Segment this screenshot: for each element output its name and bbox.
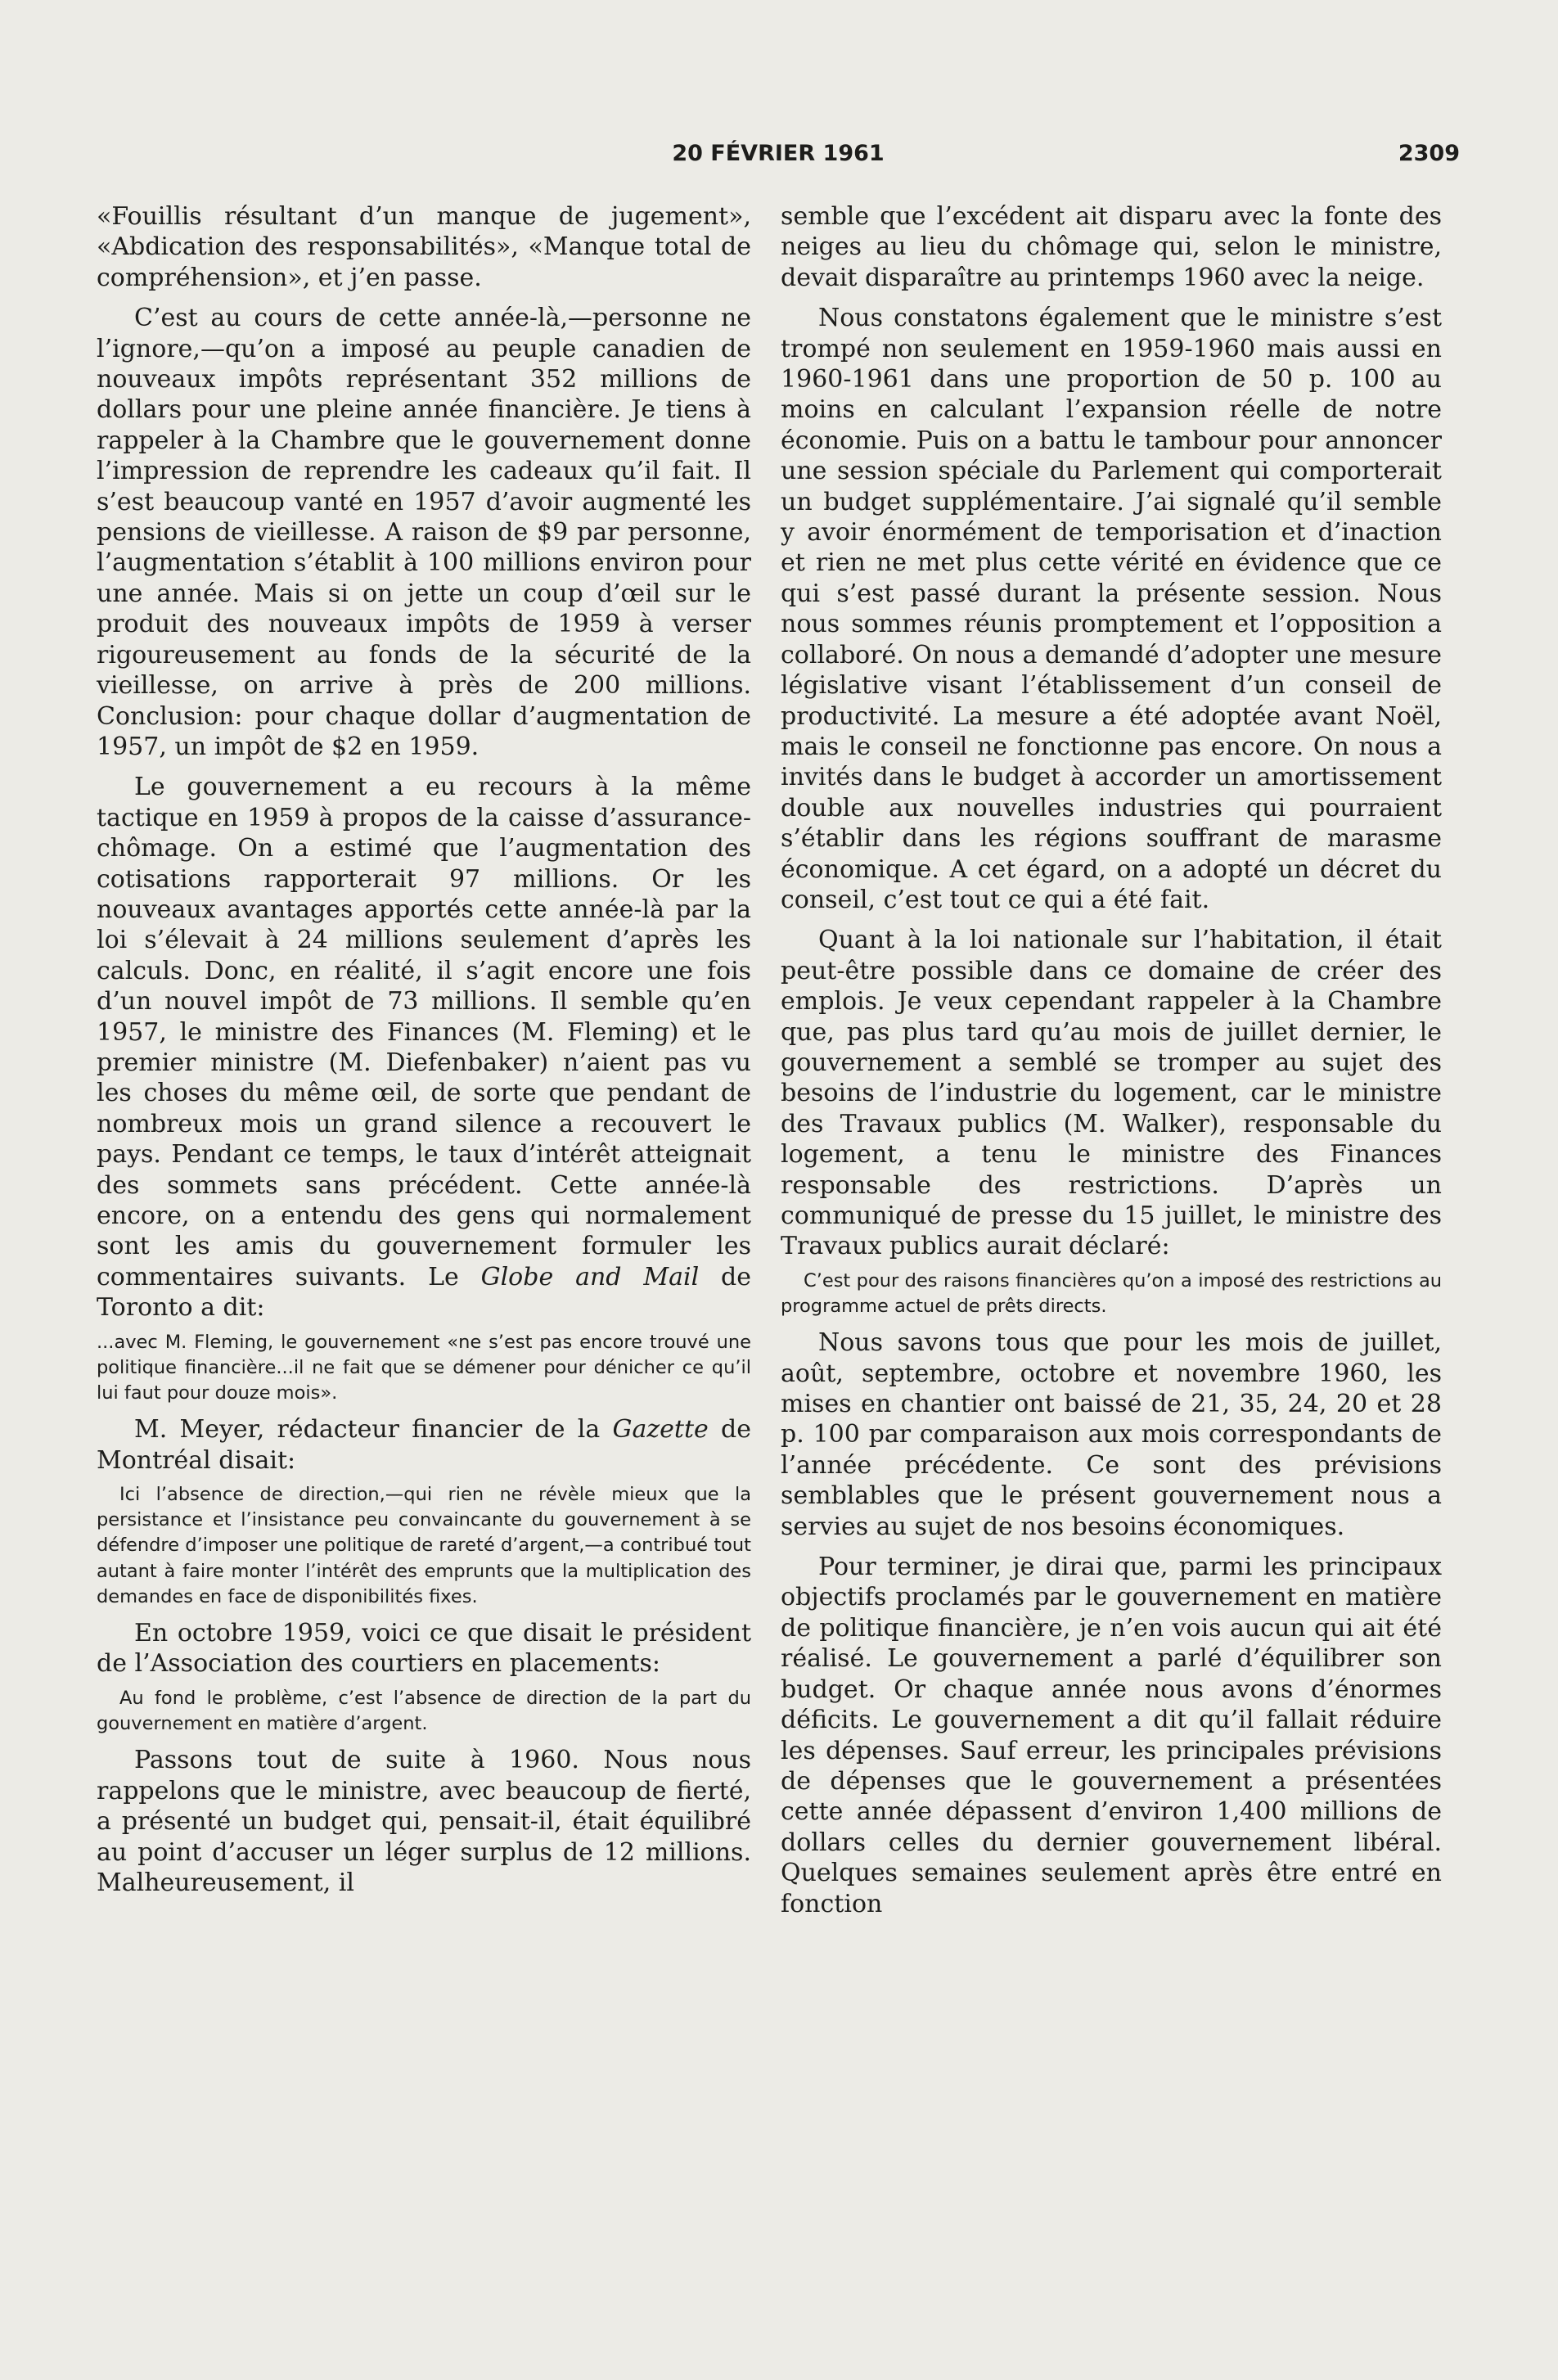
right-column [781, 201, 1442, 1919]
paragraph-text: M. Meyer, rédacteur financier de la [134, 1415, 613, 1445]
paragraph [97, 303, 751, 762]
paragraph-gap [97, 293, 751, 303]
paragraph [97, 201, 751, 293]
paragraph [97, 1414, 751, 1476]
paragraph-text: Quant à la loi nationale sur l’habitation, il était peut-être possible dans ce domaine de créer des emplois. Je veux cependant rappeler à la Chambre que, pas plus tard qu’au mois de juillet dernier, le gouvernement a semblé se tromper au sujet des besoins de l’industrie du logement, car le ministre des Travaux publics (M. Walker), responsable du logement, a tenu le ministre des Finances responsable des restrictions. D’après un communiqué de presse du 15 juillet, le ministre des Travaux publics aurait déclaré: [781, 926, 1442, 1261]
paragraph-gap [781, 915, 1442, 925]
block-quote [97, 1686, 751, 1737]
paragraph-gap [781, 1542, 1442, 1552]
paragraph-text: «Fouillis résultant d’un manque de jugement», «Abdication des responsabilités», «Manque total de compréhension», et j’en passe. [97, 202, 751, 292]
paragraph-text: ...avec M. Fleming, le gouvernement «ne s’est pas encore trouvé une politique financière...il ne fait que se démener pour dénicher ce qu’il lui faut pour douze mois». [97, 1331, 751, 1404]
running-header [97, 137, 1460, 174]
publication-name: Gazette [612, 1415, 709, 1445]
header-date: 20 FÉVRIER 1961 [672, 141, 885, 166]
block-quote [97, 1330, 751, 1407]
paragraph [781, 303, 1442, 915]
paragraph [97, 1745, 751, 1898]
left-column [97, 201, 751, 1898]
paragraph [781, 201, 1442, 293]
paragraph [781, 1552, 1442, 1919]
paragraph-text: Nous savons tous que pour les mois de juillet, août, septembre, octobre et novembre 1960, les mises en chantier ont baissé de 21, 35, 24, 20 et 28 p. 100 par comparaison aux mois correspondants de l’année précédente. Ce sont des prévisions semblables que le présent gouvernement nous a servies au sujet de nos besoins économiques. [781, 1328, 1442, 1541]
block-quote [97, 1482, 751, 1610]
paragraph [781, 925, 1442, 1261]
paragraph-text: Pour terminer, je dirai que, parmi les principaux objectifs proclamés par le gouvernement en matière de politique financière, je n’en vois aucun qui ait été réalisé. Le gouvernement a parlé d’équilibrer son budget. Or chaque année nous avons d’énormes déficits. Le gouvernement a dit qu’il fallait réduire les dépenses. Sauf erreur, les principales prévisions de dépenses que le gouvernement a présentées cette année dépassent d’environ 1,400 millions de dollars celles du dernier gouvernement libéral. Quelques semaines seulement après être entré en fonction [781, 1553, 1442, 1918]
paragraph-text: Au fond le problème, c’est l’absence de direction de la part du gouvernement en matière d’argent. [97, 1687, 751, 1735]
paragraph-text: C’est pour des raisons financières qu’on a imposé des restrictions au programme actuel de prêts directs. [781, 1269, 1442, 1318]
paragraph-text: Ici l’absence de direction,—qui rien ne révèle mieux que la persistance et l’insistance peu convaincante du gouvernement à se défendre d’imposer une politique de rareté d’argent,—a contribué tout autant à faire monter l’intérêt des emprunts que la multiplication des demandes en face de disponibilités fixes. [97, 1484, 751, 1607]
paragraph-text: En octobre 1959, voici ce que disait le président de l’Association des courtiers en placements: [97, 1619, 751, 1679]
paragraph-text: Nous constatons également que le ministre s’est trompé non seulement en 1959-1960 mais aussi en 1960-1961 dans une proportion de 50 p. 100 au moins en calculant l’expansion réelle de notre économie. Puis on a battu le tambour pour annoncer une session spéciale du Parlement qui comporterait un budget supplémentaire. J’ai signalé qu’il semble y avoir énormément de temporisation et d’inaction et rien ne met plus cette vérité en évidence que ce qui s’est passé durant la présente session. Nous nous sommes réunis promptement et l’opposition a collaboré. On nous a demandé d’adopter une mesure législative visant l’établissement d’un conseil de productivité. La mesure a été adoptée avant Noël, mais le conseil ne fonctionne pas encore. On nous a invités dans le budget à accorder un amortissement double aux nouvelles industries qui pourraient s’établir dans les régions souffrant de marasme économique. A cet égard, on a adopté un décret du conseil, c’est tout ce qui a été fait. [781, 304, 1442, 914]
paragraph-text: Passons tout de suite à 1960. Nous nous rappelons que le ministre, avec beaucoup de fierté, a présenté un budget qui, pensait-il, était équilibré au point d’accuser un léger surplus de 12 millions. Malheureusement, il [97, 1746, 751, 1897]
paragraph [97, 1618, 751, 1679]
paragraph-text: semble que l’excédent ait disparu avec la fonte des neiges au lieu du chômage qui, selon le ministre, devait disparaître au printemps 1960 avec la neige. [781, 202, 1442, 292]
page-number: 2309 [1398, 141, 1460, 166]
paragraph-gap [97, 762, 751, 772]
block-quote [781, 1269, 1442, 1319]
paragraph-text-after: de Montréal disait: [97, 1415, 751, 1475]
paragraph-text-after: de Toronto a dit: [97, 1262, 752, 1323]
publication-name: Globe and Mail [480, 1262, 700, 1291]
paragraph-gap [781, 293, 1442, 303]
paragraph-text: C’est au cours de cette année-là,—personne ne l’ignore,—qu’on a imposé au peuple canadien de nouveaux impôts représentant 352 millions de dollars pour une pleine année financière. Je tiens à rappeler à la Chambre que le gouvernement donne l’impression de reprendre les cadeaux qu’il fait. Il s’est beaucoup vanté en 1957 d’avoir augmenté les pensions de vieillesse. A raison de $9 par personne, l’augmentation s’établit à 100 millions environ pour une année. Mais si on jette un coup d’œil sur le produit des nouveaux impôts de 1959 à verser rigoureusement au fonds de la sécurité de la vieillesse, on arrive à près de 200 millions. Conclusion: pour chaque dollar d’augmentation de 1957, un impôt de $2 en 1959. [97, 304, 751, 761]
paragraph [97, 772, 751, 1323]
paragraph-text: Le gouvernement a eu recours à la même tactique en 1959 à propos de la caisse d’assurance-chômage. On a estimé que l’augmentation des cotisations rapporterait 97 millions. Or les nouveaux avantages apportés cette année-là par la loi s’élevait à 24 millions seulement d’après les calculs. Donc, en réalité, il s’agit encore une fois d’un nouvel impôt de 73 millions. Il semble qu’en 1957, le ministre des Finances (M. Fleming) et le premier ministre (M. Diefenbaker) n’aient pas vu les choses du même œil, de sorte que pendant de nombreux mois un grand silence a recouvert le pays. Pendant ce temps, le taux d’intérêt atteignait des sommets sans précédent. Cette année-là encore, on a entendu des gens qui normalement sont les amis du gouvernement formuler les commentaires suivants. Le [97, 773, 751, 1291]
paragraph [781, 1327, 1442, 1542]
